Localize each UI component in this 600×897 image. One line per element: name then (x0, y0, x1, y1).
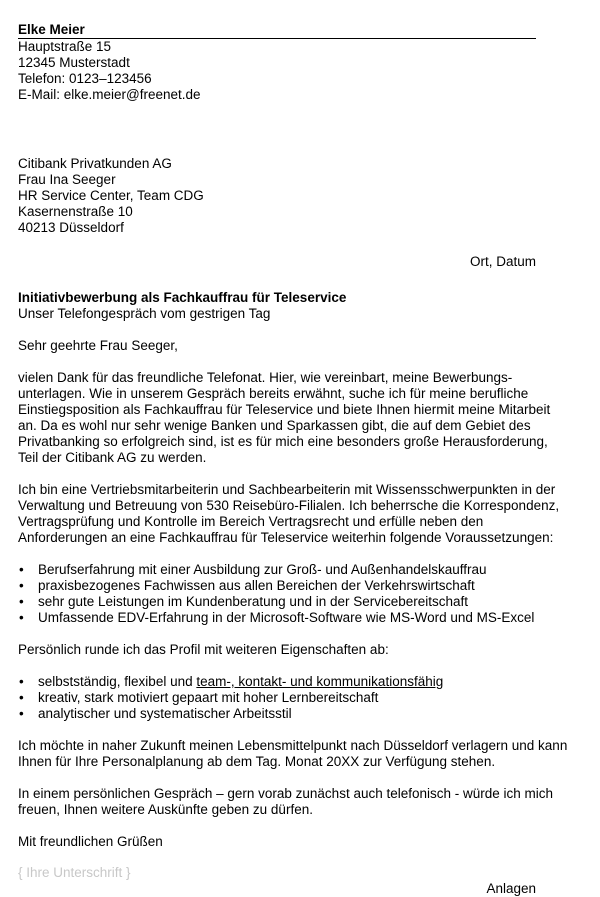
text-line: Verwaltung und Betreuung von 530 Reisebüro-Filialen. Ich beherrsche die Korrespondenz, (18, 498, 560, 513)
list-item-text: Berufserfahrung mit einer Ausbildung zur Groß- und Außenhandelskauffrau (38, 562, 487, 577)
list-item (18, 594, 536, 610)
salutation: Sehr geehrte Frau Seeger, (18, 338, 178, 353)
sender-address (18, 22, 536, 103)
recipient-street: Kasernenstraße 10 (18, 204, 133, 219)
list-item-text: praxisbezogenes Fachwissen aus allen Bereichen der Verkehrswirtschaft (38, 578, 475, 593)
list-item-text: analytischer und systematischer Arbeitsstil (38, 706, 292, 721)
closing: Mit freundlichen Grüßen (18, 834, 163, 849)
text-line: Einstiegsposition als Fachkauffrau für Teleservice und biete Ihnen hiermit meine Mitarbeit (18, 402, 551, 417)
list-item (18, 610, 536, 626)
sender-email: E-Mail: elke.meier@freenet.de (18, 87, 201, 102)
paragraph-relocation (18, 738, 568, 770)
sender-city: 12345 Musterstadt (18, 55, 130, 70)
bullet-icon: • (19, 594, 24, 609)
paragraph-intro (18, 370, 551, 466)
list-item-text: Umfassende EDV-Erfahrung in der Microsoft-Software wie MS-Word und MS-Excel (38, 610, 535, 625)
sender-name: Elke Meier (18, 22, 85, 37)
enclosures: Anlagen (486, 881, 536, 896)
list-item-text: kreativ, stark motiviert gepaart mit hoher Lernbereitschaft (38, 690, 379, 705)
bullet-icon: • (19, 674, 24, 689)
text-line: freuen, Ihnen weitere Auskünfte geben zu dürfen. (18, 802, 313, 817)
text-line: Privatbanking so erfolgreich sind, ist es für mich eine besonders große Herausforderung, (18, 434, 548, 449)
text-line: vielen Dank für das freundliche Telefonat. Hier, wie vereinbart, meine Bewerbungs- (18, 370, 513, 385)
underlined-text: team-, kontakt- und kommunikationsfähig (196, 674, 444, 689)
list-item (18, 690, 536, 706)
bullet-icon: • (19, 578, 24, 593)
list-item (18, 706, 536, 722)
bullet-icon: • (19, 610, 24, 625)
place-date: Ort, Datum (469, 254, 536, 269)
text-line: an. Da es wohl nur sehr wenige Banken und Sparkassen gibt, die auf dem Gebiet des (18, 418, 531, 433)
text-line: Teil der Citibank AG zu werden. (18, 450, 207, 465)
bullet-icon: • (19, 562, 24, 577)
text-line: Anforderungen an eine Fachkauffrau für Teleservice weiterhin folgende Voraussetzungen: (18, 530, 554, 545)
requirements-list (18, 562, 536, 626)
sender-street: Hauptstraße 15 (18, 39, 112, 54)
cover-letter (18, 22, 568, 897)
paragraph-interview (18, 786, 554, 818)
list-item (18, 674, 536, 690)
text-line: unterlagen. Wie in unserem Gespräch bereits erwähnt, suche ich für meine berufliche (18, 386, 529, 401)
recipient-department: HR Service Center, Team CDG (18, 188, 204, 203)
text-line: In einem persönlichen Gespräch – gern vorab zunächst auch telefonisch - würde ich mich (18, 786, 554, 801)
text-line: Ihnen für Ihre Personalplanung ab dem Tag. Monat 20XX zur Verfügung stehen. (18, 754, 496, 769)
list-item (18, 578, 536, 594)
personal-traits-list (18, 674, 536, 722)
subject-block (18, 290, 536, 322)
bullet-icon: • (19, 706, 24, 721)
profile-intro: Persönlich runde ich das Profil mit weiteren Eigenschaften ab: (18, 642, 389, 657)
signature-placeholder: { Ihre Unterschrift } (18, 865, 131, 880)
recipient-company: Citibank Privatkunden AG (18, 156, 172, 171)
recipient-city: 40213 Düsseldorf (18, 220, 124, 235)
sender-phone: Telefon: 0123–123456 (18, 71, 152, 86)
recipient-person: Frau Ina Seeger (18, 172, 116, 187)
text-line: Vertragsprüfung und Kontrolle im Bereich Vertragsrecht und erfülle neben den (18, 514, 484, 529)
paragraph-qualifications (18, 482, 560, 546)
subject-title: Initiativbewerbung als Fachkauffrau für Teleservice (18, 290, 347, 305)
subject-reference: Unser Telefongespräch vom gestrigen Tag (18, 306, 271, 321)
text-line: Ich möchte in naher Zukunft meinen Lebensmittelpunkt nach Düsseldorf verlagern und kann (18, 738, 568, 753)
list-item (18, 562, 536, 578)
recipient-address (18, 156, 536, 236)
list-item-text: sehr gute Leistungen im Kundenberatung und in der Servicebereitschaft (38, 594, 469, 609)
bullet-icon: • (19, 690, 24, 705)
list-item-text: selbstständig, flexibel und (38, 674, 197, 689)
text-line: Ich bin eine Vertriebsmitarbeiterin und Sachbearbeiterin mit Wissensschwerpunkten in der (18, 482, 556, 497)
